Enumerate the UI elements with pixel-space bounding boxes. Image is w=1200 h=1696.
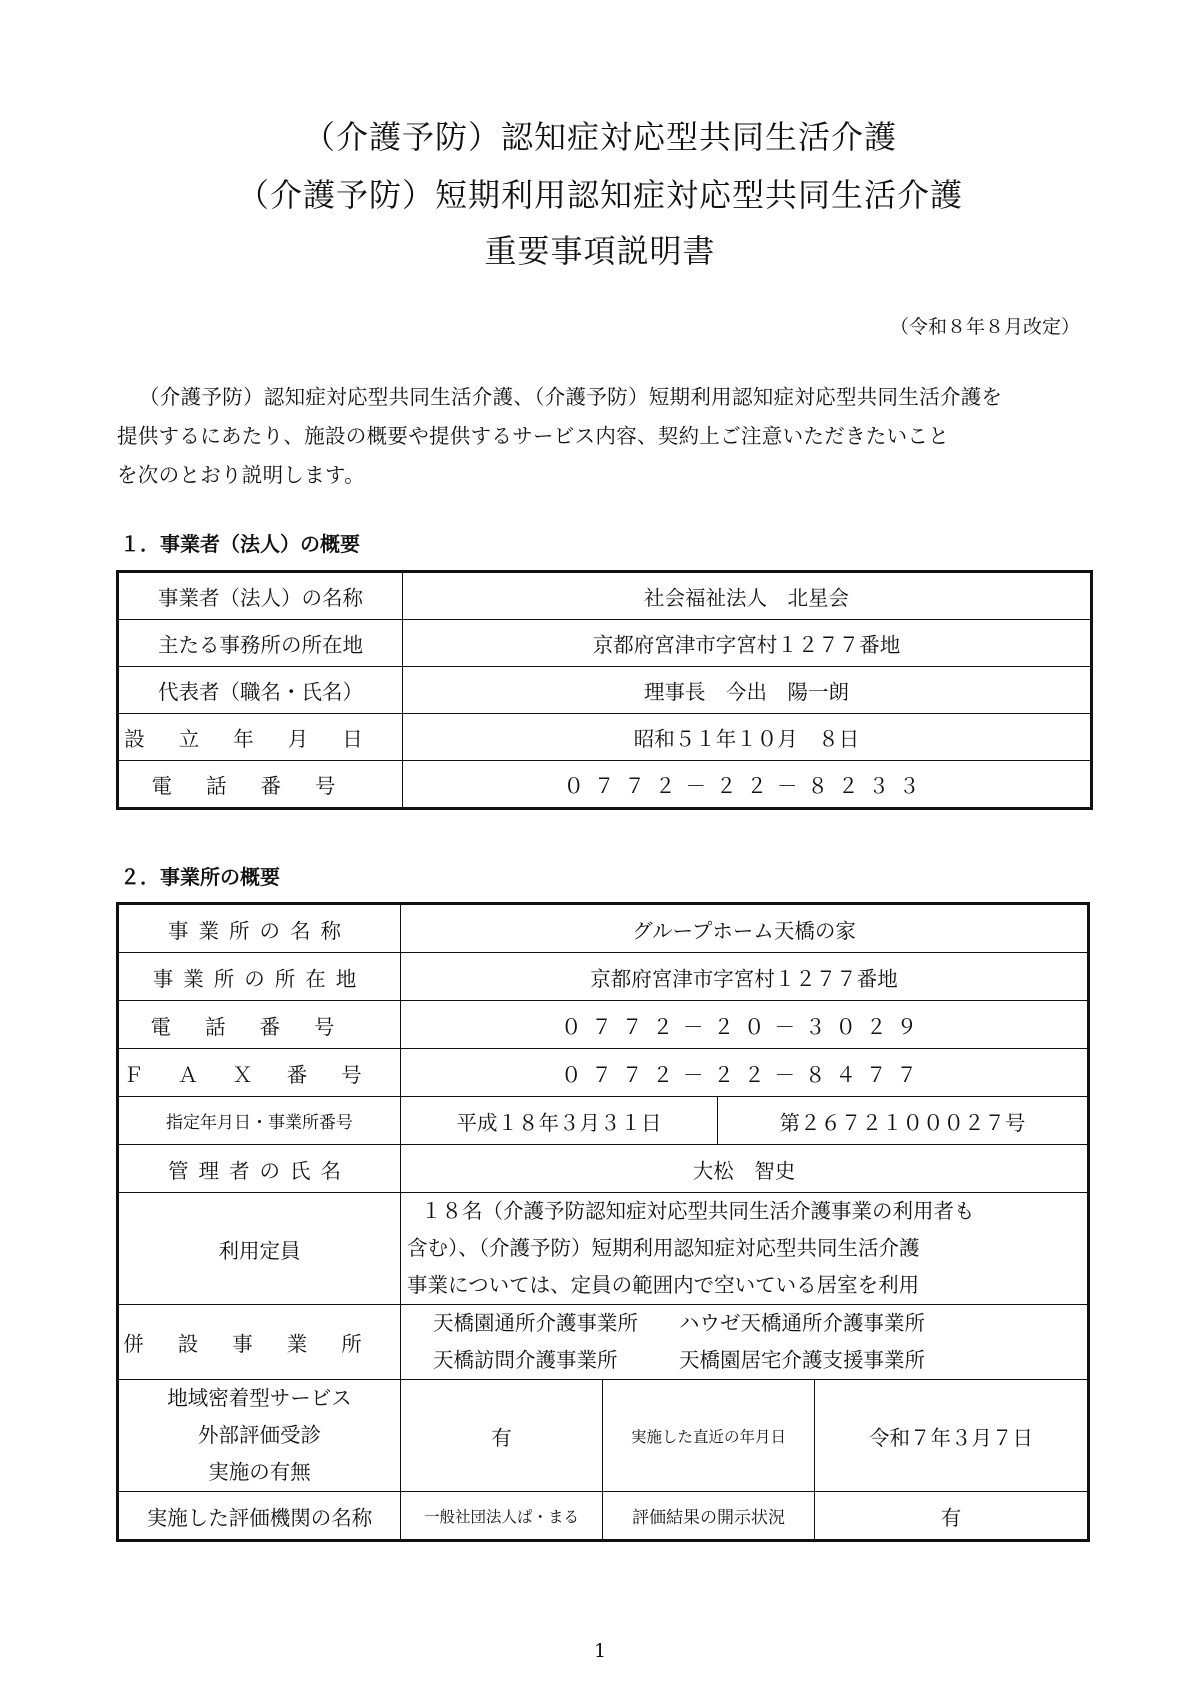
evaluation-date-label: 実施した直近の年月日 — [603, 1380, 815, 1492]
designation-label: 指定年月日・事業所番号 — [118, 1097, 401, 1145]
capacity-value — [401, 1193, 1089, 1305]
row-value: 昭和５１年１０月 ８日 — [403, 714, 1092, 761]
facility-name-label: 事業所の名称 — [118, 904, 401, 953]
facility-name-value: グループホーム天橋の家 — [401, 904, 1089, 953]
facility-fax-label: ＦＡＸ番号 — [118, 1049, 401, 1097]
annex-line-2: 天橋訪問介護事業所 天橋園居宅介護支援事業所 — [433, 1348, 925, 1372]
capacity-line-2: 含む）、（介護予防）短期利用認知症対応型共同生活介護 — [407, 1236, 920, 1260]
evaluation-org-label: 実施した評価機関の名称 — [118, 1492, 401, 1541]
row-label: 電話番号 — [118, 761, 403, 809]
row-label: 代表者（職名・氏名） — [118, 667, 403, 714]
row-value: ０７７２－２２－８２３３ — [403, 761, 1092, 809]
manager-value: 大松 智史 — [401, 1145, 1089, 1193]
table-row — [118, 1380, 1089, 1492]
table-row — [118, 1492, 1089, 1541]
table-row — [118, 1001, 1089, 1049]
annex-label: 併設事業所 — [118, 1305, 401, 1380]
designation-number: 第２６７２１０００２７号 — [718, 1097, 1089, 1145]
page-number: 1 — [593, 1640, 607, 1662]
table-row — [118, 1097, 1089, 1145]
facility-address-label: 事業所の所在地 — [118, 953, 401, 1001]
row-value: 理事長 今出 陽一朗 — [403, 667, 1092, 714]
table-row — [118, 953, 1089, 1001]
evaluation-label — [118, 1380, 401, 1492]
annex-line-1: 天橋園通所介護事業所 ハウゼ天橋通所介護事業所 — [433, 1311, 925, 1335]
table-row — [118, 1145, 1089, 1193]
document-title-line-1: （介護予防）認知症対応型共同生活介護 — [302, 118, 897, 156]
corporation-overview-table — [116, 570, 1093, 810]
table-row — [118, 1193, 1089, 1305]
row-value: 京都府宮津市字宮村１２７７番地 — [403, 620, 1092, 667]
capacity-label: 利用定員 — [118, 1193, 401, 1305]
capacity-line-1: １８名（介護予防認知症対応型共同生活介護事業の利用者も — [421, 1199, 975, 1223]
manager-label: 管理者の氏名 — [118, 1145, 401, 1193]
disclosure-label: 評価結果の開示状況 — [603, 1492, 815, 1541]
table-row — [118, 1305, 1089, 1380]
annex-value — [401, 1305, 1089, 1380]
facility-overview-table — [116, 902, 1090, 1542]
facility-fax-value: ０７７２－２２－８４７７ — [401, 1049, 1089, 1097]
table-row — [118, 714, 1092, 761]
facility-phone-value: ０７７２－２０－３０２９ — [401, 1001, 1089, 1049]
row-label: 事業者（法人）の名称 — [118, 572, 403, 620]
document-title-line-2: （介護予防）短期利用認知症対応型共同生活介護 — [236, 176, 963, 214]
table-row — [118, 761, 1092, 809]
intro-line-2: 提供するにあたり、施設の概要や提供するサービス内容、契約上ご注意いただきたいこと — [117, 424, 949, 448]
intro-line-3: を次のとおり説明します。 — [117, 463, 365, 487]
facility-phone-label: 電話番号 — [118, 1001, 401, 1049]
evaluation-value: 有 — [401, 1380, 603, 1492]
table-row — [118, 572, 1092, 620]
section-2-heading: ２．事業所の概要 — [120, 865, 280, 889]
row-label: 主たる事務所の所在地 — [118, 620, 403, 667]
disclosure-value: 有 — [815, 1492, 1089, 1541]
table-row — [118, 904, 1089, 953]
table-row — [118, 667, 1092, 714]
evaluation-label-line-3: 実施の有無 — [208, 1460, 311, 1484]
designation-date: 平成１８年３月３１日 — [401, 1097, 718, 1145]
document-title-line-3: 重要事項説明書 — [484, 232, 716, 270]
intro-paragraph — [117, 378, 1097, 495]
revision-date: （令和８年８月改定） — [889, 316, 1080, 338]
table-row — [118, 1049, 1089, 1097]
evaluation-label-line-2: 外部評価受診 — [198, 1423, 321, 1447]
row-value: 社会福祉法人 北星会 — [403, 572, 1092, 620]
evaluation-label-line-1: 地域密着型サービス — [167, 1386, 352, 1410]
intro-line-1: （介護予防）認知症対応型共同生活介護、（介護予防）短期利用認知症対応型共同生活介護を — [139, 385, 1003, 409]
section-1-heading: １．事業者（法人）の概要 — [120, 532, 360, 556]
evaluation-date-value: 令和７年３月７日 — [815, 1380, 1089, 1492]
table-row — [118, 620, 1092, 667]
capacity-line-3: 事業については、定員の範囲内で空いている居室を利用 — [407, 1273, 920, 1297]
facility-address-value: 京都府宮津市字宮村１２７７番地 — [401, 953, 1089, 1001]
row-label: 設立年月日 — [118, 714, 403, 761]
evaluation-org-value: 一般社団法人ぱ・まる — [401, 1492, 603, 1541]
